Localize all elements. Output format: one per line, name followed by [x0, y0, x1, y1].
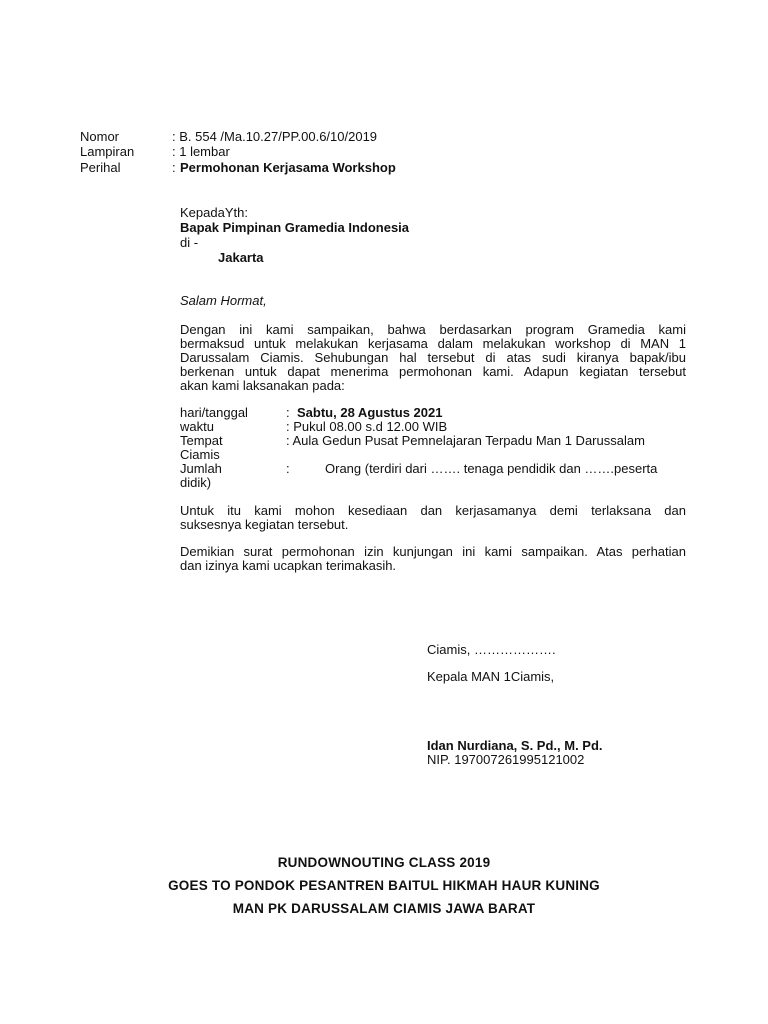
- nomor-label: Nomor: [80, 129, 120, 144]
- signature-position: Kepala MAN 1Ciamis,: [427, 669, 555, 684]
- signature-place-date: Ciamis, ……………….: [427, 642, 556, 657]
- waktu-label: waktu: [180, 419, 214, 434]
- closing2-line-2: dan izinya kami ucapkan terimakasih.: [180, 558, 397, 573]
- recipient-name: Bapak Pimpinan Gramedia Indonesia: [180, 220, 410, 235]
- jumlah-continuation: didik): [180, 475, 212, 490]
- nomor-value: : B. 554 /Ma.10.27/PP.00.6/10/2019: [172, 129, 378, 144]
- greeting: Salam Hormat,: [180, 293, 267, 308]
- closing2-line-1: Demikian surat permohonan izin kunjungan ini kami sampaikan. Atas perhatian: [180, 544, 686, 559]
- perihal-value: Permohonan Kerjasama Workshop: [180, 160, 396, 175]
- tempat-label: Tempat: [180, 433, 223, 448]
- hari-value: Sabtu, 28 Agustus 2021: [297, 405, 443, 420]
- recipient-city: Jakarta: [218, 250, 264, 265]
- tempat-value: : Aula Gedun Pusat Pemnelajaran Terpadu Man 1 Darussalam: [286, 433, 645, 448]
- jumlah-label: Jumlah: [180, 461, 222, 476]
- rundown-title-2: GOES TO PONDOK PESANTREN BAITUL HIKMAH HAUR KUNING: [168, 878, 600, 893]
- closing1-line-2: suksesnya kegiatan tersebut.: [180, 517, 349, 532]
- hari-label: hari/tanggal: [180, 405, 248, 420]
- perihal-label: Perihal: [80, 160, 121, 175]
- intro-line-2: bermaksud untuk melakukan kerjasama dalam melakukan workshop di MAN 1: [180, 336, 686, 351]
- recipient-kepada: KepadaYth:: [180, 205, 248, 220]
- jumlah-colon: :: [286, 461, 290, 476]
- jumlah-value: Orang (terdiri dari ……. tenaga pendidik dan …….peserta: [325, 461, 658, 476]
- lampiran-value: : 1 lembar: [172, 144, 230, 159]
- recipient-di: di -: [180, 235, 199, 250]
- intro-line-5: akan kami laksanakan pada:: [180, 378, 345, 393]
- tempat-continuation: Ciamis: [180, 447, 220, 462]
- signature-name: Idan Nurdiana, S. Pd., M. Pd.: [427, 738, 603, 753]
- intro-line-1: Dengan ini kami sampaikan, bahwa berdasarkan program Gramedia kami: [180, 322, 686, 337]
- lampiran-label: Lampiran: [80, 144, 135, 159]
- closing1-line-1: Untuk itu kami mohon kesediaan dan kerjasamanya demi terlaksana dan: [180, 503, 686, 518]
- intro-line-4: berkenan untuk dapat menerima permohonan kami. Adapun kegiatan tersebut: [180, 364, 686, 379]
- hari-colon: :: [286, 405, 290, 420]
- intro-line-3: Darussalam Ciamis. Sehubungan hal tersebut di atas sudi kiranya bapak/ibu: [180, 350, 686, 365]
- rundown-title-1: RUNDOWNOUTING CLASS 2019: [277, 855, 491, 870]
- rundown-title-3: MAN PK DARUSSALAM CIAMIS JAWA BARAT: [232, 901, 536, 916]
- perihal-colon: :: [172, 160, 176, 175]
- waktu-value: : Pukul 08.00 s.d 12.00 WIB: [286, 419, 448, 434]
- signature-nip: NIP. 197007261995121002: [427, 752, 585, 767]
